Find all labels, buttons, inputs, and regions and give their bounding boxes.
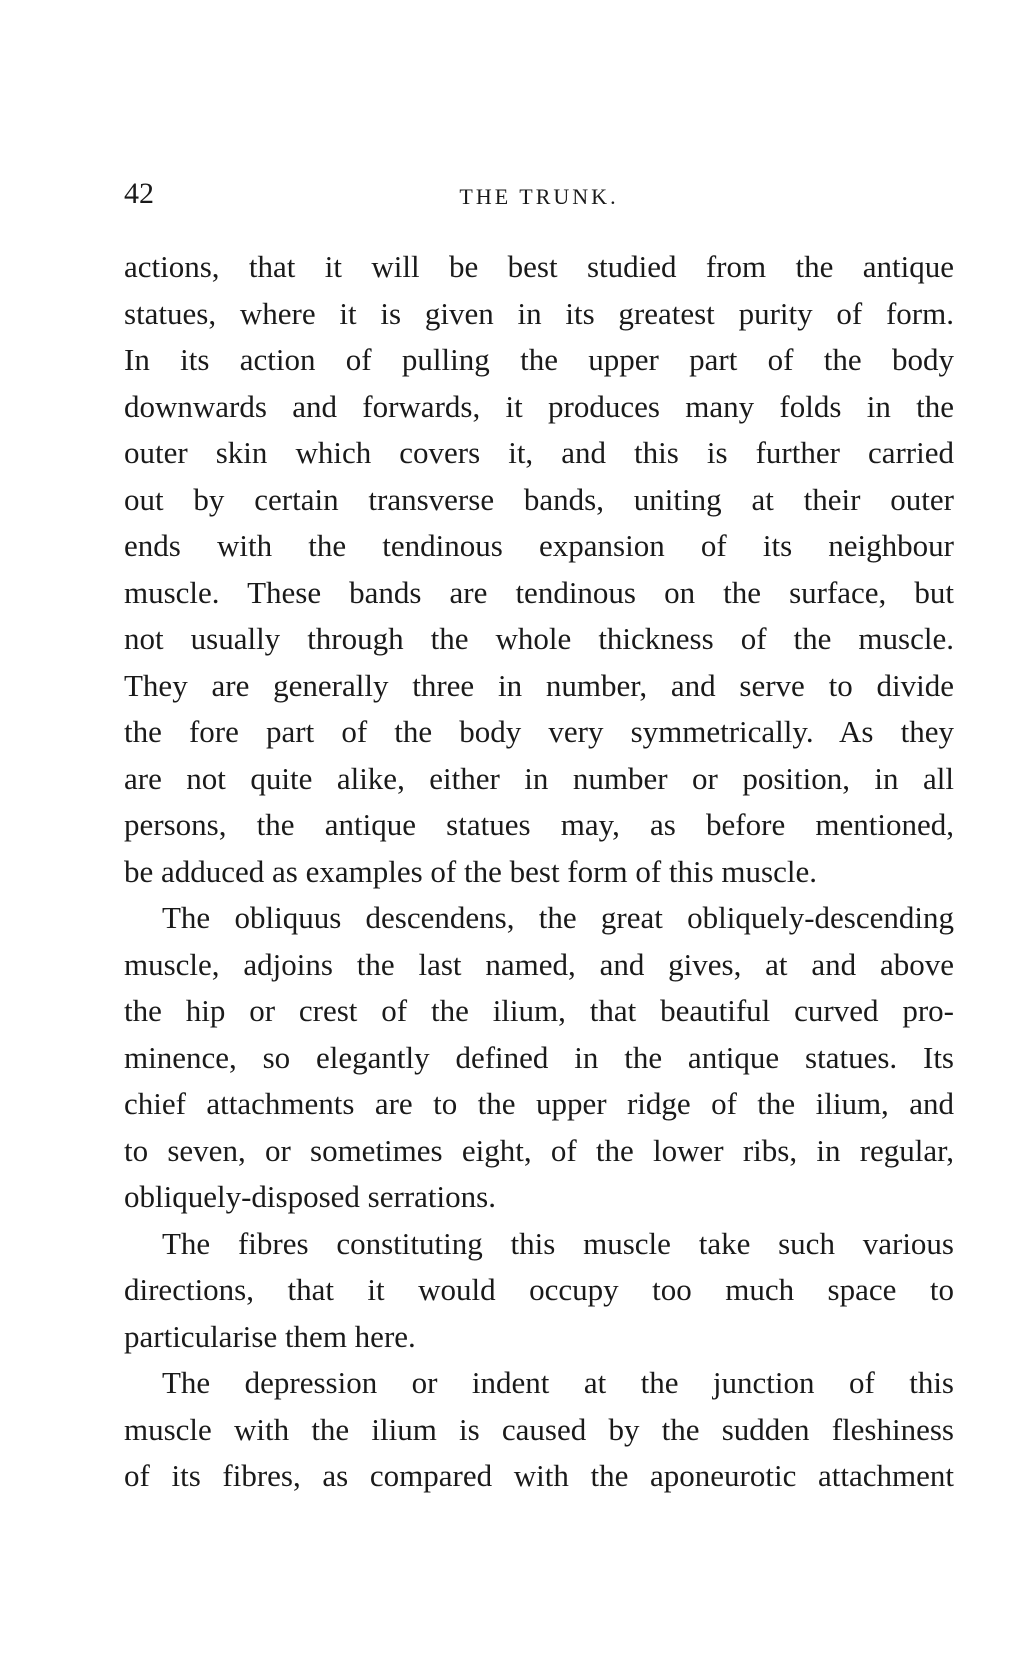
text-line: muscle. These bands are tendinous on the surface, but [124, 574, 954, 610]
text-line: muscle, adjoins the last named, and gives, at and above [124, 946, 954, 982]
text-line: statues, where it is given in its greatest purity of form. [124, 295, 954, 331]
text-line: The fibres constituting this muscle take such various [162, 1225, 954, 1261]
running-head: THE TRUNK. [459, 184, 619, 209]
text-line: minence, so elegantly defined in the antique statues. Its [124, 1039, 954, 1075]
page-header [124, 174, 954, 214]
page-number: 42 [124, 177, 154, 210]
text-line: muscle with the ilium is caused by the sudden fleshiness [124, 1411, 954, 1447]
text-line: They are generally three in number, and serve to divide [124, 667, 954, 703]
text-line: not usually through the whole thickness of the muscle. [124, 621, 954, 656]
text-line: out by certain transverse bands, uniting at their outer [124, 481, 954, 517]
text-line: particularise them here. [124, 1318, 416, 1354]
text-line: of its fibres, as compared with the aponeurotic attachment [124, 1458, 954, 1493]
text-line: the hip or crest of the ilium, that beautiful curved pro- [124, 993, 954, 1028]
text-line: directions, that it would occupy too much space to [124, 1272, 954, 1307]
text-line: In its action of pulling the upper part of the body [124, 342, 954, 377]
body-text [124, 244, 954, 1500]
text-line: outer skin which covers it, and this is further carried [124, 435, 954, 470]
text-line: downwards and forwards, it produces many folds in the [124, 388, 954, 424]
text-line: the fore part of the body very symmetrically. As they [124, 714, 954, 749]
text-line: are not quite alike, either in number or position, in all [124, 760, 954, 796]
text-line: The depression or indent at the junction of this [162, 1365, 954, 1400]
text-line: The obliquus descendens, the great obliquely-descending [162, 900, 954, 935]
text-line: actions, that it will be best studied from the antique [124, 249, 954, 284]
text-line: to seven, or sometimes eight, of the lower ribs, in regular, [124, 1132, 954, 1168]
text-line: persons, the antique statues may, as before mentioned, [124, 807, 954, 842]
text-line: be adduced as examples of the best form of this muscle. [124, 853, 817, 889]
text-line: ends with the tendinous expansion of its neighbour [124, 528, 954, 563]
text-line: chief attachments are to the upper ridge of the ilium, and [124, 1086, 954, 1121]
text-line: obliquely-disposed serrations. [124, 1179, 496, 1214]
